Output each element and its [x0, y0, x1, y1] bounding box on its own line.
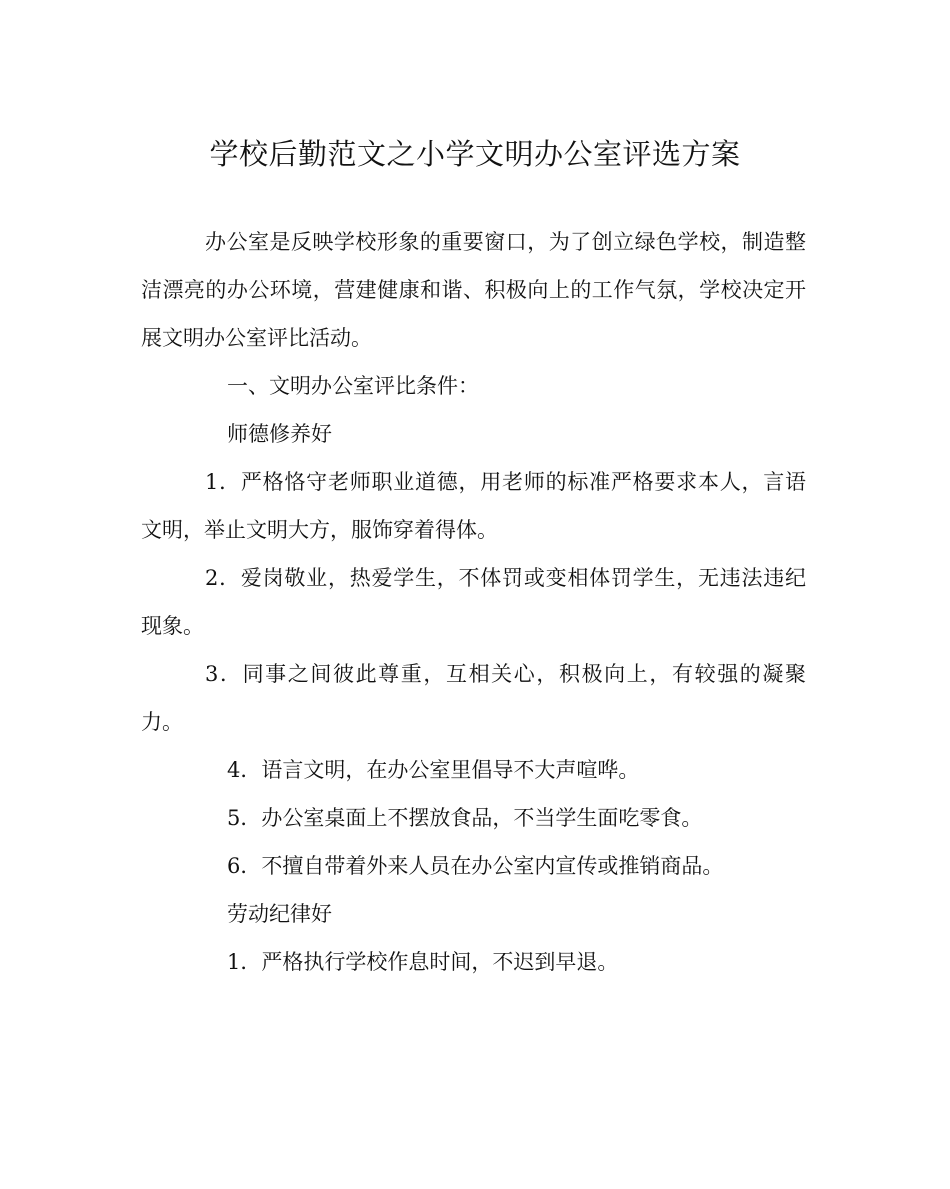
document-body	[141, 218, 806, 986]
list-item: 2．爱岗敬业，热爱学生，不体罚或变相体罚学生，无违法违纪现象。	[141, 566, 806, 638]
list-item: 3．同事之间彼此尊重，互相关心，积极向上，有较强的凝聚力。	[141, 662, 806, 734]
list-item: 5．办公室桌面上不摆放食品，不当学生面吃零食。	[227, 806, 703, 830]
list-item: 1．严格恪守老师职业道德，用老师的标准严格要求本人，言语文明，举止文明大方，服饰穿着得体。	[141, 470, 806, 542]
list-item: 4．语言文明，在办公室里倡导不大声喧哗。	[227, 758, 640, 782]
document-title: 学校后勤范文之小学文明办公室评选方案	[209, 137, 741, 171]
subheading-discipline: 劳动纪律好	[227, 902, 332, 926]
intro-paragraph: 办公室是反映学校形象的重要窗口，为了创立绿色学校，制造整洁漂亮的办公环境，营建健康和谐、积极向上的工作气氛，学校决定开展文明办公室评比活动。	[141, 230, 806, 350]
list-item: 1．严格执行学校作息时间，不迟到早退。	[227, 950, 619, 974]
section-heading: 一、文明办公室评比条件：	[227, 374, 479, 398]
list-item: 6．不擅自带着外来人员在办公室内宣传或推销商品。	[227, 854, 724, 878]
subheading-ethics: 师德修养好	[227, 422, 332, 446]
